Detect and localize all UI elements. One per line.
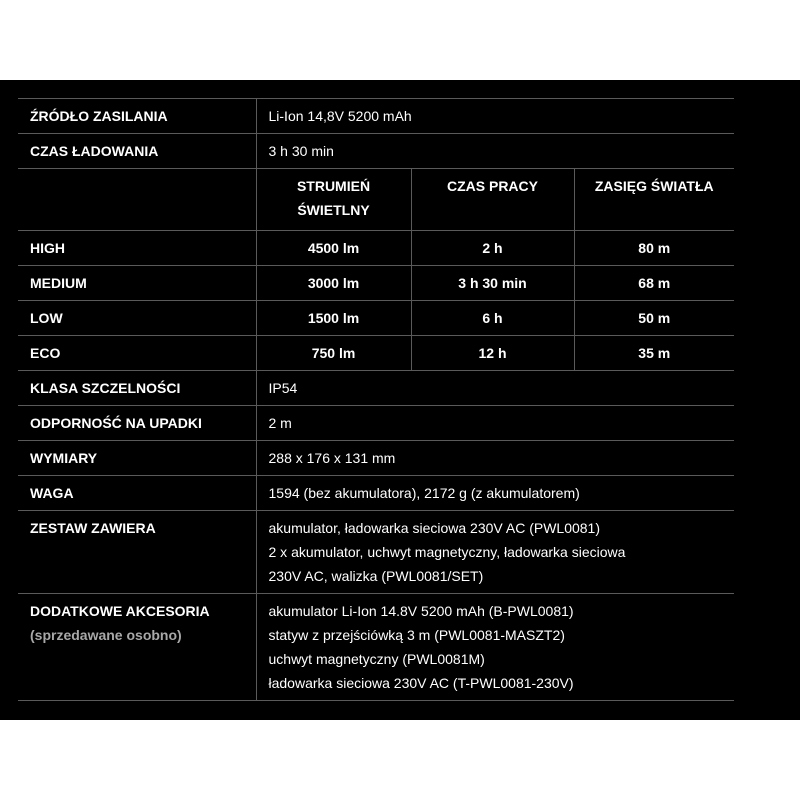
mode-range: 50 m bbox=[574, 301, 734, 336]
table-row-kit-contents bbox=[18, 511, 734, 594]
table-row-accessories bbox=[18, 594, 734, 701]
row-label: CZAS ŁADOWANIA bbox=[18, 134, 256, 169]
mode-range: 80 m bbox=[574, 231, 734, 266]
row-value: 1594 (bez akumulatora), 2172 g (z akumulatorem) bbox=[256, 476, 734, 511]
row-value: 3 h 30 min bbox=[256, 134, 734, 169]
table-row-modes-header bbox=[18, 169, 734, 231]
table-row-mode-medium bbox=[18, 266, 734, 301]
accessories-sublabel: (sprzedawane osobno) bbox=[30, 627, 182, 643]
table-row-power-source bbox=[18, 99, 734, 134]
kit-line: 230V AC, walizka (PWL0081/SET) bbox=[268, 568, 484, 584]
accessory-line: statyw z przejściówką 3 m (PWL0081-MASZT2) bbox=[268, 627, 565, 643]
mode-runtime: 3 h 30 min bbox=[411, 266, 574, 301]
row-value bbox=[256, 594, 734, 701]
row-label: WAGA bbox=[18, 476, 256, 511]
column-header-lumens: STRUMIEŃ ŚWIETLNY bbox=[256, 169, 411, 231]
row-value: 288 x 176 x 131 mm bbox=[256, 441, 734, 476]
row-label bbox=[18, 594, 256, 701]
accessory-line: akumulator Li-Ion 14.8V 5200 mAh (B-PWL0081) bbox=[268, 603, 574, 619]
row-value: 2 m bbox=[256, 406, 734, 441]
row-label: ŹRÓDŁO ZASILANIA bbox=[18, 99, 256, 134]
spec-table bbox=[18, 98, 734, 701]
mode-range: 35 m bbox=[574, 336, 734, 371]
accessory-line: ładowarka sieciowa 230V AC (T-PWL0081-230V) bbox=[268, 675, 574, 691]
table-row-mode-low bbox=[18, 301, 734, 336]
row-label: ZESTAW ZAWIERA bbox=[18, 511, 256, 594]
table-row-dimensions bbox=[18, 441, 734, 476]
mode-lumens: 1500 lm bbox=[256, 301, 411, 336]
mode-runtime: 6 h bbox=[411, 301, 574, 336]
row-label: KLASA SZCZELNOŚCI bbox=[18, 371, 256, 406]
table-row-ip-class bbox=[18, 371, 734, 406]
row-label: WYMIARY bbox=[18, 441, 256, 476]
mode-label: ECO bbox=[18, 336, 256, 371]
row-value: IP54 bbox=[256, 371, 734, 406]
mode-lumens: 750 lm bbox=[256, 336, 411, 371]
column-header-runtime: CZAS PRACY bbox=[411, 169, 574, 231]
spec-panel bbox=[0, 80, 800, 720]
row-value: Li-Ion 14,8V 5200 mAh bbox=[256, 99, 734, 134]
table-row-mode-eco bbox=[18, 336, 734, 371]
kit-line: 2 x akumulator, uchwyt magnetyczny, ładowarka sieciowa bbox=[268, 544, 626, 560]
mode-runtime: 12 h bbox=[411, 336, 574, 371]
mode-range: 68 m bbox=[574, 266, 734, 301]
mode-lumens: 3000 lm bbox=[256, 266, 411, 301]
kit-line: akumulator, ładowarka sieciowa 230V AC (PWL0081) bbox=[268, 520, 601, 536]
table-row-mode-high bbox=[18, 231, 734, 266]
mode-runtime: 2 h bbox=[411, 231, 574, 266]
mode-label: HIGH bbox=[18, 231, 256, 266]
mode-label: LOW bbox=[18, 301, 256, 336]
mode-lumens: 4500 lm bbox=[256, 231, 411, 266]
column-header-range: ZASIĘG ŚWIATŁA bbox=[574, 169, 734, 231]
mode-label: MEDIUM bbox=[18, 266, 256, 301]
table-row-weight bbox=[18, 476, 734, 511]
row-label: ODPORNOŚĆ NA UPADKI bbox=[18, 406, 256, 441]
empty-header-cell bbox=[18, 169, 256, 231]
table-row-drop-resistance bbox=[18, 406, 734, 441]
accessory-line: uchwyt magnetyczny (PWL0081M) bbox=[268, 651, 485, 667]
table-row-charge-time bbox=[18, 134, 734, 169]
accessories-label: DODATKOWE AKCESORIA bbox=[30, 603, 210, 619]
row-value bbox=[256, 511, 734, 594]
